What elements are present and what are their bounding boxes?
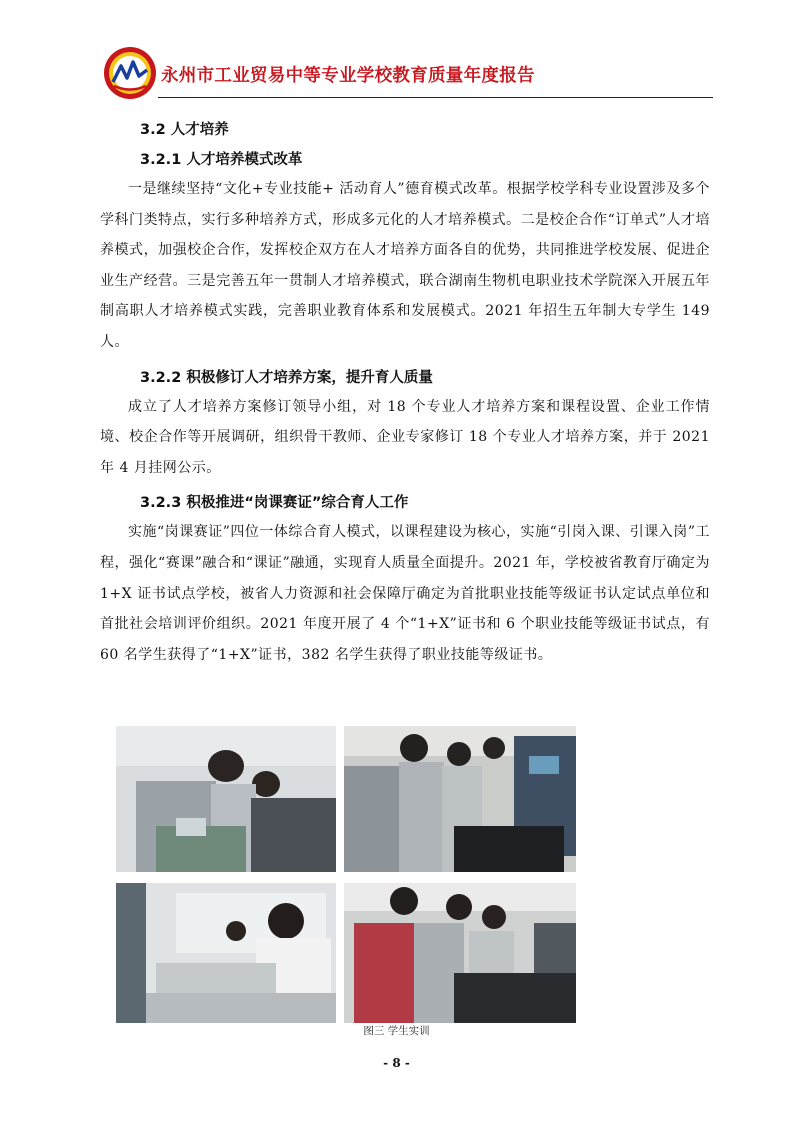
photo-sewing-training	[116, 726, 336, 872]
page-header	[103, 40, 713, 100]
paragraph-1: 一是继续坚持“文化+专业技能+ 活动育人”德育模式改革。根据学校学科专业设置涉及多个学科门类特点，实行多种培养方式，形成多元化的人才培养模式。二是校企合作“订单式”人才培养模式，加强校企合作，发挥校企双方在人才培养方面各自的优势，共同推进学校发展、促进企业生产经营。三是完善五年一贯制人才培养模式，联合湖南生物机电职业技术学院深入开展五年制高职人才培养模式实践，完善职业教育体系和发展模式。2021 年招生五年制大专学生 149 人。	[100, 181, 710, 350]
main-content	[100, 112, 710, 670]
school-logo	[103, 46, 157, 100]
subsection-title-1: 3.2.1 人才培养模式改革	[140, 152, 303, 168]
subsection-title-2: 3.2.2 积极修订人才培养方案，提升育人质量	[140, 369, 433, 386]
photo-computer-lab	[116, 883, 336, 1023]
photo-machine-workshop	[344, 883, 576, 1023]
page-number: - 8 -	[383, 1056, 410, 1070]
section-title: 3.2 人才培养	[140, 122, 229, 138]
school-report-title: 永州市工业贸易中等专业学校教育质量年度报告	[161, 66, 535, 86]
paragraph-2: 成立了人才培养方案修订领导小组，对 18 个专业人才培养方案和课程设置、企业工作情境、校企合作等开展调研，组织骨干教师、企业专家修订 18 个专业人才培养方案，并于 2021 年 4 月挂网公示。	[100, 398, 710, 476]
paragraph-3: 实施“岗课赛证”四位一体综合育人模式，以课程建设为核心，实施“引岗入课、引课入岗”工程，强化“赛课”融合和“课证”融通，实现育人质量全面提升。2021 年，学校被省教育厅确定为 1+X 证书试点学校，被省人力资源和社会保障厅确定为首批职业技能等级证书认定试点单位和首批社会培训评价组织。2021 年度开展了 4 个“1+X”证书和 6 个职业技能等级证书试点，有 60 名学生获得了“1+X”证书，382 名学生获得了职业技能等级证书。	[100, 524, 710, 663]
training-photo-grid	[116, 726, 576, 1024]
figure-caption: 图三 学生实训	[363, 1025, 430, 1037]
header-divider	[158, 97, 713, 98]
photo-electrical-training	[344, 726, 576, 872]
subsection-title-3: 3.2.3 积极推进“岗课赛证”综合育人工作	[140, 495, 409, 512]
